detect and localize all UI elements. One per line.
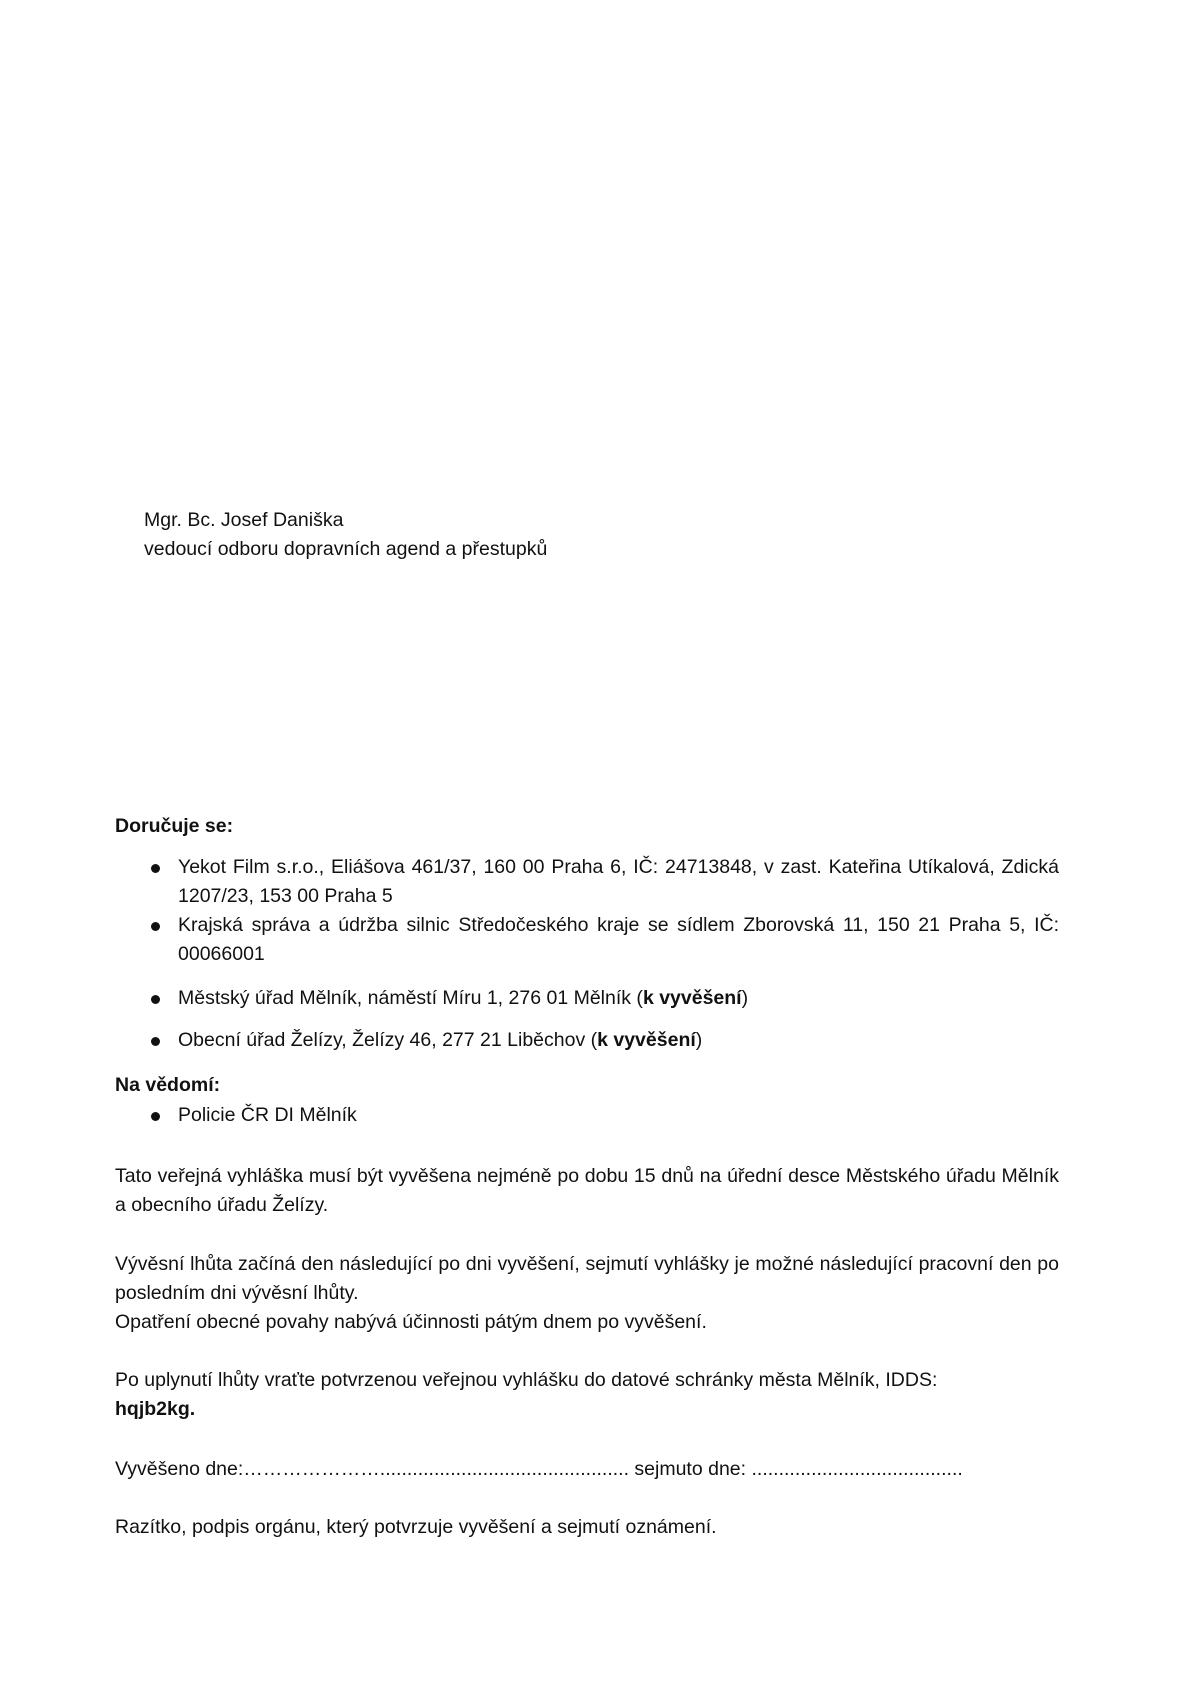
recipient-text: Yekot Film s.r.o., Eliášova 461/37, 160 00 Praha 6, IČ: 24713848, v zast. Kateřina Utíkalová, Zdická 1207/23, 153 00 Praha 5 xyxy=(178,856,1059,907)
delivery-list-posting xyxy=(115,984,1059,1013)
bullet-icon xyxy=(151,922,160,931)
effect-paragraph: Opatření obecné povahy nabývá účinnosti pátým dnem po vyvěšení. xyxy=(115,1311,707,1333)
delivery-list-posting-2 xyxy=(115,1026,1059,1055)
recipient-text: Obecní úřad Želízy, Želízy 46, 277 21 Liběchov ( xyxy=(178,1029,598,1051)
recipient-text: Policie ČR DI Mělník xyxy=(178,1104,357,1126)
bullet-icon xyxy=(151,995,160,1004)
posting-flag: k vyvěšení xyxy=(642,987,742,1009)
posting-flag: k vyvěšení xyxy=(597,1029,696,1051)
list-item xyxy=(115,984,1059,1013)
list-item xyxy=(115,1101,1059,1130)
return-text: Po uplynutí lhůty vraťte potvrzenou veřejnou vyhlášku do datové schránky města Mělník, IDDS: xyxy=(115,1369,938,1391)
stamp-note: Razítko, podpis orgánu, který potvrzuje vyvěšení a sejmutí oznámení. xyxy=(115,1516,717,1538)
period-paragraph: Vývěsní lhůta začíná den následující po dni vyvěšení, sejmutí vyhlášky je možné následující pracovní den po posledním dni vývěsní lhůty. xyxy=(115,1253,1059,1304)
posted-date-line: Vyvěšeno dne:………………….............................................. sejmuto dne: ....................................... xyxy=(115,1458,963,1480)
delivery-heading-text: Doručuje se: xyxy=(115,815,234,837)
recipient-text: Krajská správa a údržba silnic Středočeského kraje se sídlem Zborovská 11, 150 21 Praha 5, IČ: 00066001 xyxy=(178,914,1059,965)
signatory-position: vedoucí odboru dopravních agend a přestupků xyxy=(144,538,548,560)
delivery-heading xyxy=(115,812,1059,841)
recipient-suffix: ) xyxy=(695,1029,703,1051)
delivery-list xyxy=(115,853,1059,969)
recipient-suffix: ) xyxy=(741,987,749,1009)
return-paragraph xyxy=(115,1366,1059,1424)
list-item xyxy=(115,911,1059,969)
bullet-icon xyxy=(151,1037,160,1046)
signatory-name: Mgr. Bc. Josef Daniška xyxy=(144,509,344,531)
posting-paragraph: Tato veřejná vyhláška musí být vyvěšena nejméně po dobu 15 dnů na úřední desce Městského úřadu Mělník a obecního úřadu Želízy. xyxy=(115,1165,1059,1216)
list-item xyxy=(115,1026,1059,1055)
cc-heading xyxy=(115,1071,1059,1100)
cc-heading-text: Na vědomí: xyxy=(115,1074,221,1096)
list-item xyxy=(115,853,1059,911)
signature-block xyxy=(144,506,547,564)
idds-code: hqjb2kg. xyxy=(115,1398,196,1420)
recipient-text: Městský úřad Mělník, náměstí Míru 1, 276 01 Mělník ( xyxy=(178,987,643,1009)
bullet-icon xyxy=(151,864,160,873)
cc-list xyxy=(115,1101,1059,1130)
bullet-icon xyxy=(151,1112,160,1121)
